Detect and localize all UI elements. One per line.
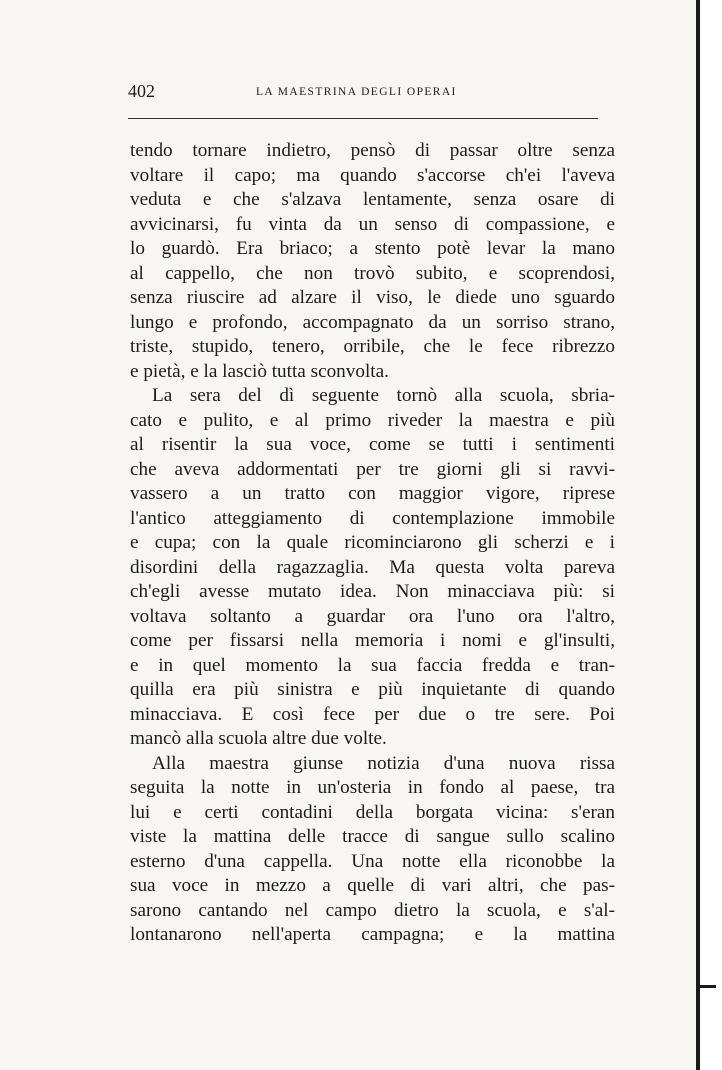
body-text xyxy=(130,139,615,948)
text-line: voltare il capo; ma quando s'accorse ch'ei l'aveva xyxy=(130,164,615,186)
text-line: esterno d'una cappella. Una notte ella riconobbe la xyxy=(130,850,615,872)
text-line: avvicinarsi, fu vinta da un senso di compassione, e xyxy=(130,213,615,235)
text-line: lo guardò. Era briaco; a stento potè levar la mano xyxy=(130,238,615,259)
text-line: minacciava. E così fece per due o tre sere. Poi xyxy=(130,703,615,725)
text-line: tendo tornare indietro, pensò di passar oltre senza xyxy=(130,140,615,161)
book-spine-edge xyxy=(696,0,700,1070)
text-line: l'antico atteggiamento di contemplazione immobile xyxy=(130,507,615,529)
text-line: viste la mattina delle tracce di sangue sullo scalino xyxy=(130,826,615,847)
text-line: disordini della ragazzaglia. Ma questa volta pareva xyxy=(130,556,615,578)
text-line: veduta e che s'alzava lentamente, senza osare di xyxy=(130,189,615,210)
text-line: sarono cantando nel campo dietro la scuola, e s'al- xyxy=(130,899,615,921)
text-line: al risentir la sua voce, come se tutti i sentimenti xyxy=(130,434,615,455)
text-line: come per fissarsi nella memoria i nomi e gl'insulti, xyxy=(130,630,615,651)
text-line: che aveva addormentati per tre giorni gli si ravvi- xyxy=(130,458,615,480)
text-line: voltava soltanto a guardar ora l'uno ora l'altro, xyxy=(130,605,615,627)
text-line: lontanarono nell'aperta campagna; e la mattina xyxy=(130,924,615,945)
text-line: vassero a un tratto con maggior vigore, riprese xyxy=(130,483,615,504)
running-title: LA MAESTRINA DEGLI OPERAI xyxy=(256,86,457,98)
text-line: sua voce in mezzo a quelle di vari altri, che pas- xyxy=(130,875,615,896)
text-line: cato e pulito, e al primo riveder la maestra e più xyxy=(130,409,615,431)
text-line: al cappello, che non trovò subito, e scoprendosi, xyxy=(130,262,615,284)
text-line: e pietà, e la lasciò tutta sconvolta. xyxy=(130,360,389,382)
header-rule xyxy=(128,118,598,119)
paragraph xyxy=(130,384,615,752)
text-line: e cupa; con la quale ricominciarono gli scherzi e i xyxy=(130,532,615,553)
text-line: mancò alla scuola altre due volte. xyxy=(130,728,387,749)
paragraph xyxy=(130,139,615,384)
text-line: Alla maestra giunse notizia d'una nuova rissa xyxy=(152,752,615,774)
page-number: 402 xyxy=(128,81,155,101)
page-margin-edge xyxy=(700,0,722,1070)
text-line: quilla era più sinistra e più inquietante di quando xyxy=(130,679,615,700)
text-line: ch'egli avesse mutato idea. Non minacciava più: si xyxy=(130,581,615,602)
text-line: senza riuscire ad alzare il viso, le diede uno sguardo xyxy=(130,287,615,308)
text-line: lungo e profondo, accompagnato da un sorriso strano, xyxy=(130,311,615,333)
text-line: e in quel momento la sua faccia fredda e tran- xyxy=(130,654,615,676)
text-line: lui e certi contadini della borgata vicina: s'eran xyxy=(130,801,615,823)
spine-mark xyxy=(698,985,716,988)
paragraph xyxy=(130,752,615,948)
text-line: La sera del dì seguente tornò alla scuola, sbria- xyxy=(152,385,615,406)
text-line: triste, stupido, tenero, orribile, che le fece ribrezzo xyxy=(130,336,615,357)
page-header xyxy=(128,81,598,105)
text-line: seguita la notte in un'osteria in fondo al paese, tra xyxy=(130,777,615,798)
